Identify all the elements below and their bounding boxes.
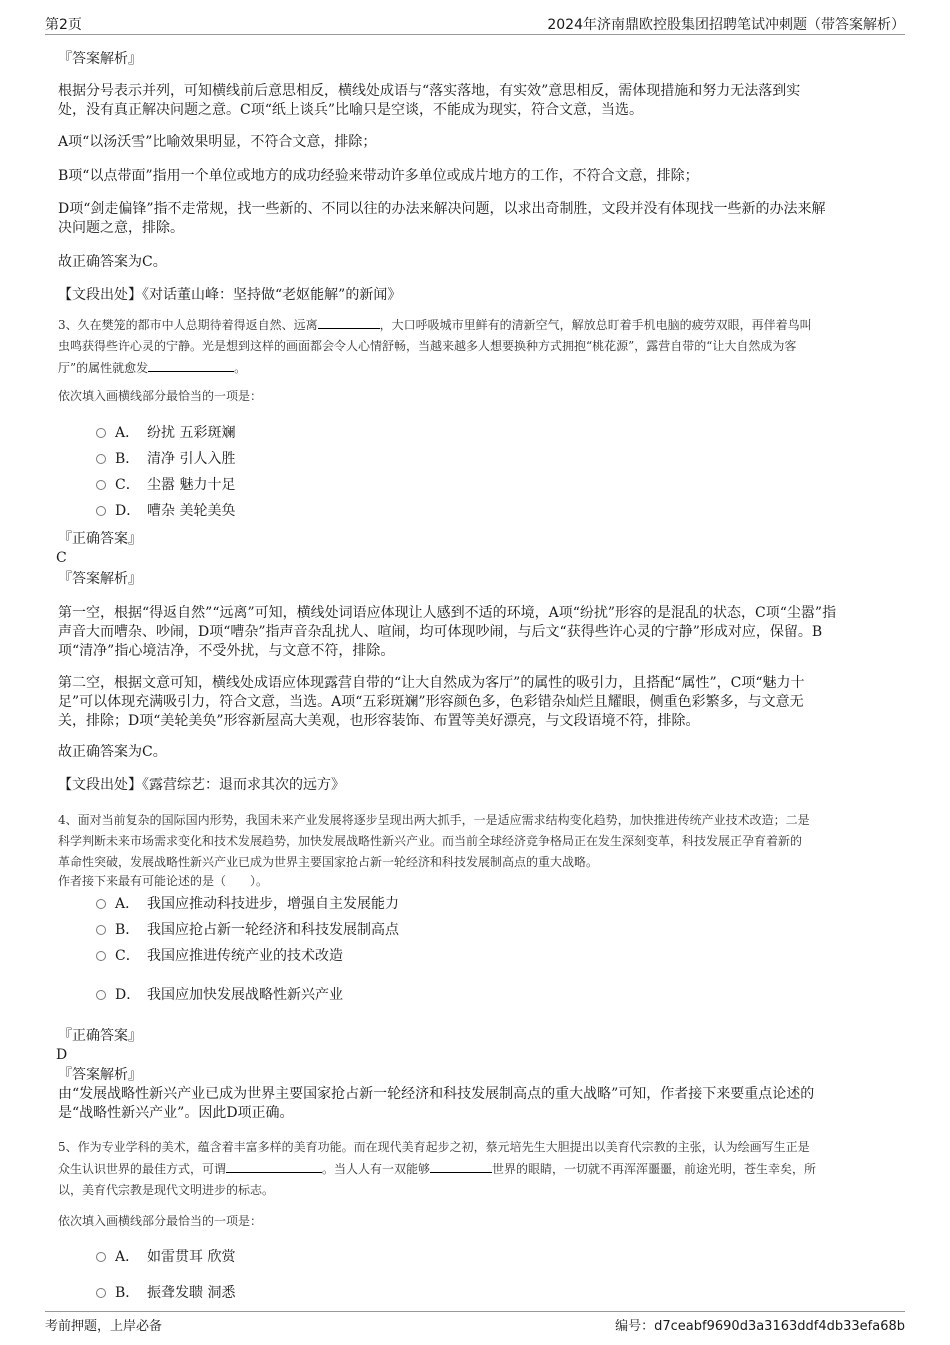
document-title: 2024年济南鼎欧控股集团招聘笔试冲刺题（带答案解析） bbox=[547, 17, 905, 33]
text-line: 处，没有真正解决问题之意。C项“纸上谈兵”比喻只是空谈，不能成为现实，符合文意，当选。 bbox=[58, 102, 644, 118]
text-line: 足”可以体现充满吸引力，符合文意，当选。A项“五彩斑斓”形容颜色多，色彩错杂灿烂且耀眼，侧重色彩繁多，与文意无 bbox=[58, 694, 804, 710]
option-a[interactable]: A． 如雷贯耳 欣赏 bbox=[96, 1247, 235, 1267]
text-line: 第一空，根据“得返自然”“远离”可知，横线处词语应体现让人感到不适的环境，A项“纷扰”形容的是混乱的状态，C项“尘嚣”指 bbox=[58, 605, 837, 621]
radio-button[interactable] bbox=[96, 506, 106, 516]
option-d[interactable]: D． 我国应加快发展战略性新兴产业 bbox=[96, 985, 343, 1005]
analysis-paragraph: A项“以汤沃雪”比喻效果明显，不符合文意，排除； bbox=[58, 134, 377, 150]
footer-slogan: 考前押题，上岸必备 bbox=[45, 1319, 163, 1334]
question-stem bbox=[58, 1137, 816, 1201]
text-line: 是“战略性新兴产业”。因此D项正确。 bbox=[58, 1105, 294, 1121]
option-b[interactable]: B． 振聋发聩 洞悉 bbox=[96, 1283, 235, 1303]
analysis-label: 『答案解析』 bbox=[58, 1067, 142, 1083]
correct-answer-label: 『正确答案』 bbox=[58, 1028, 142, 1044]
text-line: 关，排除；D项“美轮美奂”形容新屋高大美观，也形容装饰、布置等美好漂亮，与文段语境不符，排除。 bbox=[58, 713, 700, 729]
radio-button[interactable] bbox=[96, 990, 106, 1000]
analysis-paragraph bbox=[58, 1085, 814, 1123]
text-line: 科学判断未来市场需求变化和技术发展趋势，加快发展战略性新兴产业。而当前全球经济竞争格局正在发生深刻变革，科技发展正孕育着新的 bbox=[58, 834, 803, 848]
text-line: 4、面对当前复杂的国际国内形势，我国未来产业发展将逐步呈现出两大抓手，一是适应需求结构变化趋势，加快推进传统产业技术改造；二是 bbox=[58, 813, 810, 827]
text-line: 声音大而嘈杂、吵闹，D项“嘈杂”指声音杂乱扰人、喧闹，均可体现吵闹，与后文“获得些许心灵的宁静”形成对应，保留。B bbox=[58, 624, 823, 640]
text-line: 虫鸣获得些许心灵的宁静。光是想到这样的画面都会令人心情舒畅，当越来越多人想要换种方式拥抱“桃花源”，露营自带的“让大自然成为客 bbox=[58, 339, 797, 353]
analysis-paragraph bbox=[58, 674, 805, 731]
header-divider bbox=[45, 34, 905, 35]
analysis-label: 『答案解析』 bbox=[58, 51, 142, 67]
analysis-paragraph bbox=[58, 82, 800, 120]
text-line: 根据分号表示并列，可知横线前后意思相反，横线处成语与“落实落地，有实效”意思相反，需体现措施和努力无法落到实 bbox=[58, 83, 801, 99]
question-prompt: 依次填入画横线部分最恰当的一项是： bbox=[58, 1214, 263, 1228]
analysis-paragraph: B项“以点带面”指用一个单位或地方的成功经验来带动许多单位或成片地方的工作，不符合文意，排除； bbox=[58, 168, 699, 184]
text-line: 革命性突破，发展战略性新兴产业已成为世界主要国家抢占新一轮经济和科技发展制高点的重大战略。 bbox=[58, 855, 599, 869]
option-b[interactable]: B． 清净 引人入胜 bbox=[96, 449, 235, 469]
conclusion: 故正确答案为C。 bbox=[58, 744, 167, 760]
analysis-label: 『答案解析』 bbox=[58, 571, 142, 587]
option-c[interactable]: C． 尘嚣 魅力十足 bbox=[96, 475, 235, 495]
fill-blank bbox=[148, 357, 234, 372]
analysis-paragraph bbox=[58, 200, 826, 238]
footer-divider bbox=[45, 1311, 905, 1312]
text-line: 以，美育代宗教是现代文明进步的标志。 bbox=[58, 1183, 275, 1197]
text-line: 由“发展战略性新兴产业已成为世界主要国家抢占新一轮经济和科技发展制高点的重大战略”可知，作者接下来要重点论述的 bbox=[58, 1086, 815, 1102]
radio-button[interactable] bbox=[96, 1252, 106, 1262]
option-d[interactable]: D． 嘈杂 美轮美奂 bbox=[96, 501, 235, 521]
question-prompt: 依次填入画横线部分最恰当的一项是： bbox=[58, 389, 263, 403]
radio-button[interactable] bbox=[96, 428, 106, 438]
option-a[interactable]: A． 纷扰 五彩斑斓 bbox=[96, 423, 235, 443]
correct-answer: C bbox=[56, 550, 67, 566]
text-line: 决问题之意，排除。 bbox=[58, 220, 184, 236]
analysis-paragraph bbox=[58, 604, 836, 661]
fill-blank bbox=[430, 1158, 492, 1173]
fill-blank bbox=[226, 1158, 322, 1173]
text-line: 第二空，根据文意可知，横线处成语应体现露营自带的“让大自然成为客厅”的属性的吸引力，且搭配“属性”，C项“魅力十 bbox=[58, 675, 805, 691]
option-a[interactable]: A． 我国应推动科技进步，增强自主发展能力 bbox=[96, 894, 399, 914]
text-line: 项“清净”指心境洁净，不受外扰，与文意不符，排除。 bbox=[58, 643, 395, 659]
option-b[interactable]: B． 我国应抢占新一轮经济和科技发展制高点 bbox=[96, 920, 399, 940]
text-line: D项“剑走偏锋”指不走常规，找一些新的、不同以往的办法来解决问题，以求出奇制胜，文段并没有体现找一些新的办法来解 bbox=[58, 201, 826, 217]
document-id: 编号：d7ceabf9690d3a3163ddf4db33efa68b bbox=[615, 1319, 905, 1334]
source-citation: 【文段出处】《对话董山峰：坚持做“老妪能解”的新闻》 bbox=[58, 287, 402, 303]
radio-button[interactable] bbox=[96, 480, 106, 490]
radio-button[interactable] bbox=[96, 1288, 106, 1298]
text-line: 3、久在樊笼的都市中人总期待着得返自然、远离 ，大口呼吸城市里鲜有的清新空气，解放总盯着手机电脑的疲劳双眼，再伴着鸟叫 bbox=[58, 314, 908, 336]
text-line: 厅”的属性就愈发 。 bbox=[58, 357, 908, 379]
radio-button[interactable] bbox=[96, 899, 106, 909]
question-prompt: 作者接下来最有可能论述的是（ ）。 bbox=[58, 874, 269, 888]
correct-answer: D bbox=[56, 1047, 68, 1063]
question-stem bbox=[58, 314, 908, 379]
correct-answer-label: 『正确答案』 bbox=[58, 531, 142, 547]
radio-button[interactable] bbox=[96, 454, 106, 464]
text-line: 众生认识世界的最佳方式，可谓 。当人人有一双能够 世界的眼睛，一切就不再浑浑噩噩，前途光明，苍生幸矣，所 bbox=[58, 1158, 816, 1180]
conclusion: 故正确答案为C。 bbox=[58, 254, 167, 270]
page-number: 第2页 bbox=[45, 17, 82, 33]
option-c[interactable]: C． 我国应推进传统产业的技术改造 bbox=[96, 946, 343, 966]
radio-button[interactable] bbox=[96, 951, 106, 961]
question-stem bbox=[58, 810, 810, 873]
source-citation: 【文段出处】《露营综艺：退而求其次的远方》 bbox=[58, 777, 345, 793]
text-line: 5、作为专业学科的美术，蕴含着丰富多样的美育功能。而在现代美育起步之初，蔡元培先生大胆提出以美育代宗教的主张，认为绘画写生正是 bbox=[58, 1140, 810, 1154]
radio-button[interactable] bbox=[96, 925, 106, 935]
fill-blank bbox=[318, 314, 380, 329]
